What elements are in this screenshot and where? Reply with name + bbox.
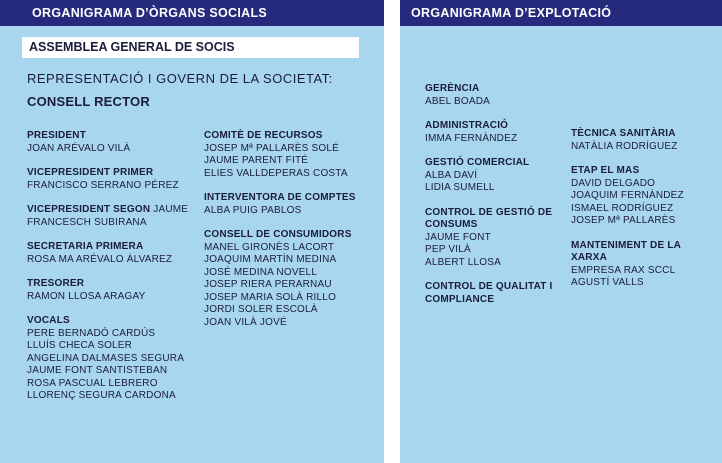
member: ABEL BOADA [425, 95, 490, 107]
general-assembly-box: ASSEMBLEA GENERAL DE SOCIS [22, 37, 359, 58]
group-title: TRESORER [27, 278, 85, 289]
member: JAUME [153, 204, 189, 215]
group-title: SECRETARIA PRIMERA [27, 241, 144, 252]
group-title: COMITÈ DE RECURSOS [204, 130, 323, 141]
member: PERE BERNADÓ CARDÚS [27, 327, 156, 339]
group-title: INTERVENTORA DE COMPTES [204, 192, 356, 203]
member: JOAQUIM MARTÍN MEDINA [204, 254, 337, 265]
member: JAUME FONT SANTISTEBAN [27, 365, 168, 376]
group-second-vice-president [27, 204, 202, 229]
member: JOSEP MARIA SOLÀ RILLO [204, 291, 337, 303]
member: ELIES VALLDEPERAS COSTA [204, 167, 348, 179]
representation-text: REPRESENTACIÓ I GOVERN DE LA SOCIETAT: [27, 71, 333, 86]
group-title: ADMINISTRACIÓ [425, 120, 509, 131]
member: LIDIA SUMELL [425, 182, 495, 193]
group-president [27, 130, 202, 155]
member: JAUME FONT [425, 231, 491, 243]
member: ROSA MA ARÉVALO ÁLVAREZ [27, 253, 173, 265]
group-title: PRESIDENT [27, 130, 87, 141]
member: JORDI SOLER ESCOLÀ [204, 304, 318, 315]
member: JOSÉ MEDINA NOVELL [204, 266, 318, 278]
governing-council-title: CONSELL RECTOR [27, 94, 150, 109]
group-title: CONTROL DE QUALITAT I COMPLIANCE [425, 281, 553, 305]
group-consumption-control [425, 207, 565, 270]
group-title: VOCALS [27, 315, 70, 326]
member: LLUÍS CHECA SOLER [27, 340, 133, 351]
group-auditor [204, 192, 374, 217]
member: JOSEP RIERA PERARNAU [204, 279, 332, 290]
group-title: VICEPRESIDENT SEGON [27, 204, 151, 215]
operations-panel [400, 0, 722, 463]
group-management [425, 83, 565, 108]
group-first-vice-president [27, 167, 202, 192]
member: ALBA PUIG PABLOS [204, 204, 302, 216]
member: JAUME PARENT FITÉ [204, 155, 309, 166]
group-title: GESTIÓ COMERCIAL [425, 157, 530, 168]
member: ROSA PASCUAL LEBRERO [27, 377, 158, 389]
member: NATÀLIA RODRÍGUEZ [571, 140, 678, 152]
group-health-technician [571, 128, 716, 153]
member: PEP VILÀ [425, 244, 471, 255]
group-appeals-committee [204, 130, 374, 180]
council-column-1 [27, 130, 202, 415]
member: IMMA FERNÀNDEZ [425, 132, 518, 144]
member: EMPRESA RAX SCCL [571, 264, 676, 276]
operations-column-1 [425, 83, 565, 318]
member: JOAQUIM FERNÀNDEZ [571, 190, 684, 201]
social-bodies-header: ORGANIGRAMA D’ÒRGANS SOCIALS [0, 0, 384, 26]
member: ALBA DAVÍ [425, 169, 478, 181]
group-title: TÈCNICA SANITÀRIA [571, 128, 676, 139]
member: JOSEP Mª PALLARÈS [571, 215, 676, 226]
group-title: ETAP EL MAS [571, 165, 640, 176]
group-consumers-council [204, 229, 374, 329]
member: JOAN VILÀ JOVÉ [204, 316, 287, 328]
member: ALBERT LLOSA [425, 256, 501, 268]
group-commercial [425, 157, 565, 195]
group-network-maintenance [571, 240, 716, 290]
group-quality-compliance [425, 281, 565, 306]
operations-header: ORGANIGRAMA D’EXPLOTACIÓ [400, 0, 722, 26]
member: FRANCISCO SERRANO PÉREZ [27, 179, 179, 191]
group-first-secretary [27, 241, 202, 266]
group-members [27, 315, 202, 403]
group-title: GERÈNCIA [425, 83, 480, 94]
group-treasurer [27, 278, 202, 303]
group-title: CONTROL DE GESTIÓ DE CONSUMS [425, 206, 553, 230]
member: AGUSTÍ VALLS [571, 277, 644, 288]
operations-column-2 [571, 128, 716, 302]
council-column-2 [204, 130, 374, 341]
member: ANGELINA DALMASES SEGURA [27, 352, 185, 364]
group-title: MANTENIMENT DE LA XARXA [571, 239, 681, 263]
group-title: VICEPRESIDENT PRIMER [27, 167, 154, 178]
member: JOAN ARÉVALO VILÀ [27, 142, 131, 154]
member: FRANCESCH SUBIRANA [27, 216, 147, 228]
group-etap-el-mas [571, 165, 716, 228]
group-administration [425, 120, 565, 145]
member: DAVID DELGADO [571, 177, 656, 189]
member: MANEL GIRONÈS LACORT [204, 241, 335, 253]
member: LLORENÇ SEGURA CARDONA [27, 390, 176, 401]
group-title: CONSELL DE CONSUMIDORS [204, 229, 352, 240]
member: RAMON LLOSA ARAGAY [27, 290, 146, 302]
member: JOSEP Mª PALLARÈS SOLÉ [204, 142, 340, 154]
member: ISMAEL RODRÍGUEZ [571, 202, 674, 214]
